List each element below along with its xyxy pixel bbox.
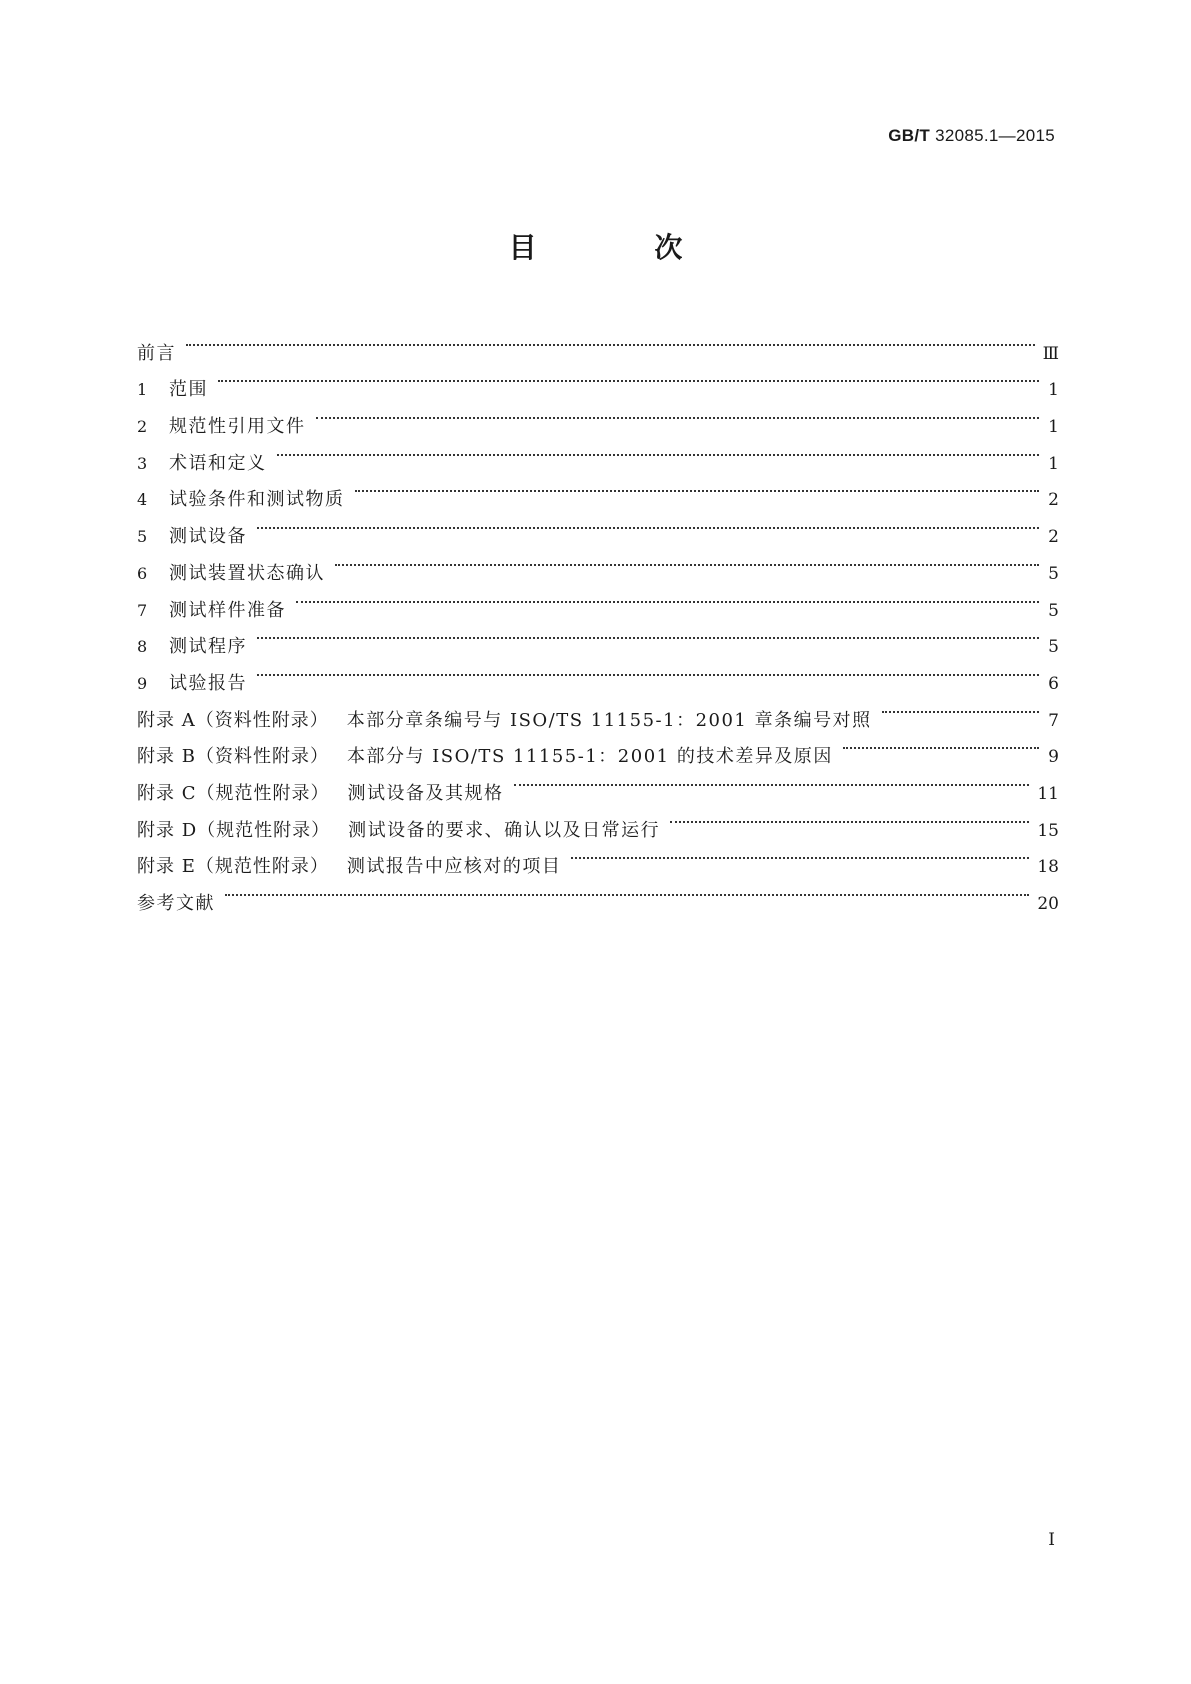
toc-entry[interactable] <box>137 469 1059 511</box>
table-of-contents <box>137 322 1059 914</box>
toc-entry-appendix-prefix: 附录 E（规范性附录） <box>137 856 329 878</box>
toc-entry-page: 11 <box>1037 783 1059 804</box>
toc-entry[interactable] <box>137 872 1059 914</box>
toc-entry-label: 测试报告中应核对的项目 <box>346 856 562 878</box>
toc-entry-number: 3 <box>137 453 148 473</box>
toc-entry-label: 测试装置状态确认 <box>169 562 325 584</box>
toc-leader-dots <box>218 359 1039 396</box>
toc-entry-number: 5 <box>137 527 148 547</box>
toc-entry-page: 1 <box>1048 380 1059 401</box>
toc-entry[interactable] <box>137 359 1059 401</box>
toc-entry-page: 6 <box>1048 673 1059 694</box>
toc-leader-dots <box>882 689 1039 726</box>
toc-entry-number: 1 <box>137 380 148 400</box>
toc-entry[interactable] <box>137 322 1059 364</box>
toc-entry-page: 5 <box>1048 563 1059 584</box>
toc-entry-label: 本部分章条编号与 ISO/TS 11155-1：2001 章条编号对照 <box>346 709 872 731</box>
toc-entry-number: 4 <box>137 490 148 510</box>
toc-entry-label: 测试设备 <box>169 526 247 548</box>
toc-leader-dots <box>670 799 1029 836</box>
toc-entry-page: Ⅲ <box>1042 343 1059 364</box>
toc-leader-dots <box>316 395 1040 432</box>
toc-entry-number: 6 <box>137 563 148 583</box>
toc-entry-page: 5 <box>1048 637 1059 658</box>
toc-title: 目 次 <box>508 231 737 264</box>
toc-leader-dots <box>571 836 1029 873</box>
toc-entry-number: 9 <box>137 673 148 693</box>
toc-leader-dots <box>257 616 1039 653</box>
toc-leader-dots <box>296 579 1039 616</box>
toc-entry[interactable] <box>137 395 1059 438</box>
toc-entry-appendix-prefix: 附录 C（规范性附录） <box>137 782 330 804</box>
toc-entry-label: 术语和定义 <box>169 452 267 474</box>
page-number: I <box>1048 1530 1055 1550</box>
toc-leader-dots <box>186 322 1035 359</box>
standard-code: GB/T <box>888 126 931 145</box>
toc-entry-number: 7 <box>137 600 148 620</box>
toc-leader-dots <box>257 505 1039 542</box>
toc-entry-label: 试验报告 <box>169 672 247 694</box>
standard-id: 32085.1—2015 <box>935 126 1055 145</box>
toc-leader-dots <box>225 872 1029 909</box>
toc-entry-label: 规范性引用文件 <box>169 416 306 438</box>
toc-entry[interactable] <box>137 542 1059 584</box>
toc-entry-label: 参考文献 <box>137 893 215 914</box>
toc-leader-dots <box>843 726 1039 763</box>
toc-entry-label: 测试样件准备 <box>169 599 286 621</box>
toc-entry-page: 1 <box>1048 453 1059 474</box>
toc-entry[interactable] <box>137 689 1059 731</box>
toc-leader-dots <box>355 469 1040 506</box>
standard-number <box>888 126 1055 146</box>
toc-entry-page: 2 <box>1048 527 1059 548</box>
toc-entry-appendix-prefix: 附录 D（规范性附录） <box>137 819 331 841</box>
toc-entry-label: 前言 <box>137 342 176 364</box>
toc-entry-label: 测试程序 <box>169 636 247 658</box>
toc-entry-label: 测试设备的要求、确认以及日常运行 <box>348 819 661 841</box>
toc-entry-page: 20 <box>1037 894 1059 914</box>
toc-entry-page: 1 <box>1048 417 1059 438</box>
toc-entry-number: 8 <box>137 637 148 657</box>
toc-leader-dots <box>257 652 1039 689</box>
toc-entry[interactable] <box>137 616 1059 658</box>
toc-entry-label: 测试设备及其规格 <box>347 782 504 804</box>
toc-entry-number: 2 <box>137 417 148 437</box>
toc-entry[interactable] <box>137 505 1059 548</box>
toc-entry-page: 7 <box>1048 710 1059 731</box>
toc-entry-page: 5 <box>1048 600 1059 621</box>
toc-entry-page: 9 <box>1048 747 1059 768</box>
toc-leader-dots <box>335 542 1039 579</box>
toc-entry-page: 18 <box>1037 857 1059 878</box>
toc-entry[interactable] <box>137 652 1059 694</box>
toc-leader-dots <box>277 432 1040 469</box>
toc-leader-dots <box>514 762 1030 799</box>
toc-entry-label: 试验条件和测试物质 <box>169 489 345 511</box>
toc-entry-appendix-prefix: 附录 A（资料性附录） <box>137 709 329 731</box>
toc-entry-label: 范围 <box>169 379 208 401</box>
toc-entry-appendix-prefix: 附录 B（资料性附录） <box>137 746 329 768</box>
toc-entry-page: 2 <box>1048 490 1059 511</box>
toc-entry-label: 本部分与 ISO/TS 11155-1：2001 的技术差异及原因 <box>346 746 833 768</box>
toc-entry-page: 15 <box>1037 820 1059 841</box>
